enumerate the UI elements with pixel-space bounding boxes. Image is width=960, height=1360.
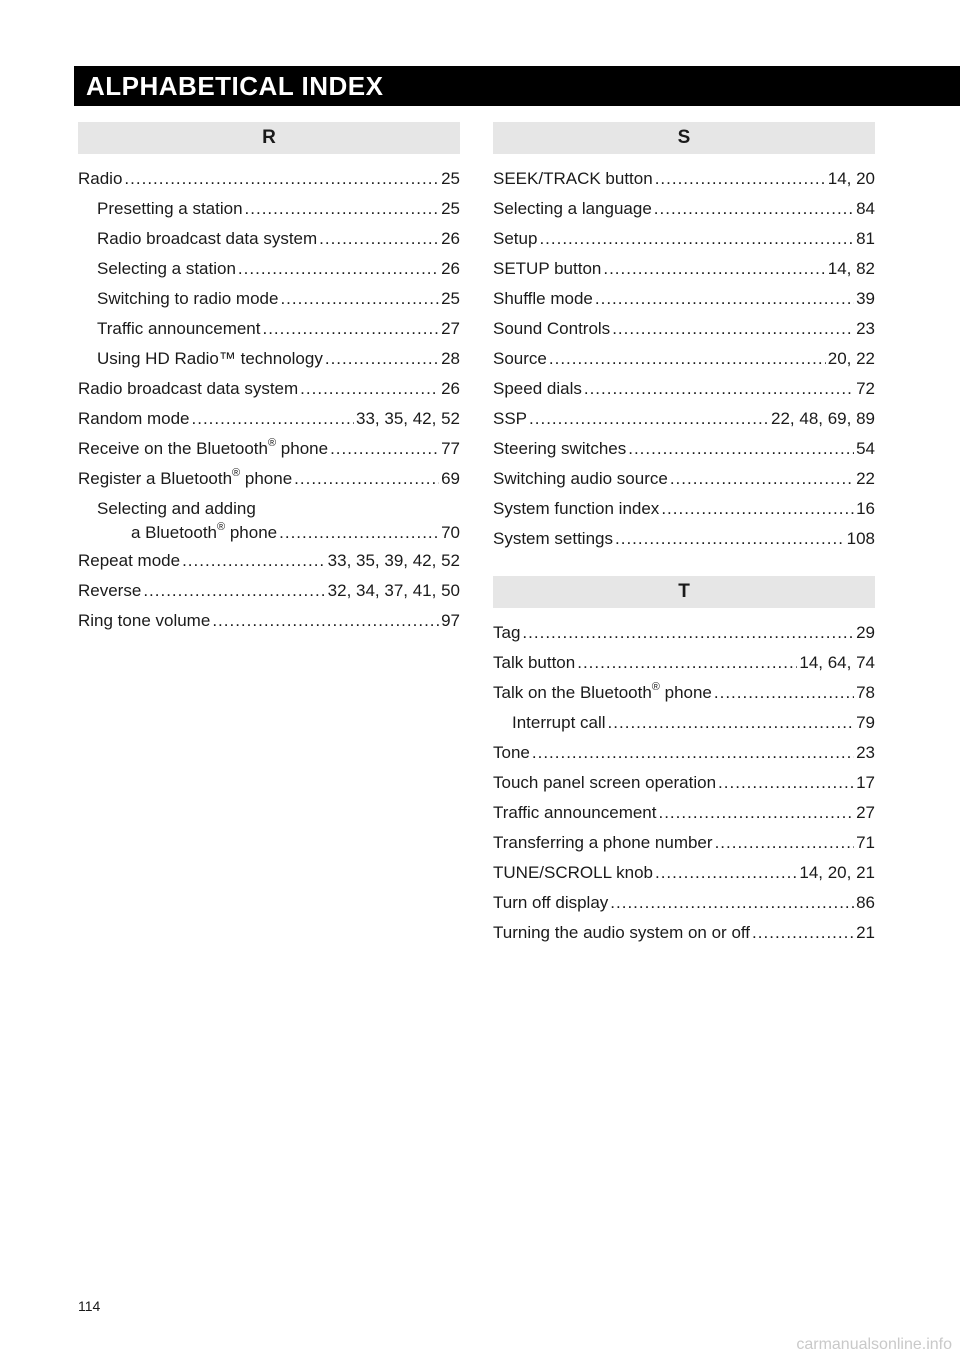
- index-entry: [493, 164, 875, 194]
- entry-pages: 70: [441, 523, 460, 542]
- entry-label: Setup: [493, 229, 538, 248]
- entry-pages: 84: [856, 199, 875, 218]
- page-number: 114: [78, 1298, 101, 1314]
- entry-label: Selecting a station: [97, 259, 236, 278]
- entry-pages: 72: [856, 379, 875, 398]
- entry-pages: 26: [441, 379, 460, 398]
- leader-dots: [212, 606, 439, 636]
- index-subentry: [493, 708, 875, 738]
- entry-pages: 25: [441, 169, 460, 188]
- entry-label: Switching audio source: [493, 469, 668, 488]
- index-subentry: [78, 344, 460, 374]
- entry-pages: 27: [856, 803, 875, 822]
- index-subentry: [78, 254, 460, 284]
- entry-label: Radio broadcast data system: [78, 379, 299, 398]
- index-subentry-continuation: [78, 520, 460, 546]
- index-entry: [493, 314, 875, 344]
- entry-label: Talk button: [493, 653, 576, 672]
- entry-label: Presetting a station: [97, 199, 243, 218]
- index-entry: [493, 918, 875, 948]
- index-subentry: [78, 314, 460, 344]
- index-entry: [78, 606, 460, 636]
- entry-pages: 14, 82: [827, 259, 875, 278]
- index-subentry: [78, 498, 460, 520]
- entry-pages: 86: [856, 893, 875, 912]
- leader-dots: [330, 434, 439, 464]
- index-subentry: [78, 284, 460, 314]
- index-entry: [493, 284, 875, 314]
- entry-label: System function index: [493, 499, 660, 518]
- entry-pages: 14, 64, 74: [799, 653, 875, 672]
- leader-dots: [718, 768, 854, 798]
- entry-pages: 39: [856, 289, 875, 308]
- leader-dots: [628, 434, 854, 464]
- entry-pages: 22, 48, 69, 89: [771, 409, 875, 428]
- entry-label: a Bluetooth® phone: [131, 521, 278, 542]
- entry-label: Selecting and adding: [97, 499, 256, 518]
- entry-pages: 14, 20, 21: [799, 863, 875, 882]
- entry-pages: 27: [441, 319, 460, 338]
- leader-dots: [182, 546, 326, 576]
- entry-label: Using HD Radio™ technology: [97, 349, 323, 368]
- index-entry: [493, 768, 875, 798]
- entry-pages: 26: [441, 229, 460, 248]
- leader-dots: [238, 254, 439, 284]
- leader-dots: [325, 344, 439, 374]
- index-subentry: [78, 194, 460, 224]
- entry-label: Turn off display: [493, 893, 609, 912]
- entry-label: Random mode: [78, 409, 190, 428]
- index-title: ALPHABETICAL INDEX: [74, 66, 960, 106]
- leader-dots: [655, 164, 826, 194]
- leader-dots: [279, 520, 439, 546]
- entry-label: Traffic announcement: [97, 319, 261, 338]
- index-entry: [493, 524, 875, 554]
- leader-dots: [658, 798, 854, 828]
- entry-label: SEEK/TRACK button: [493, 169, 653, 188]
- index-entry: [493, 374, 875, 404]
- leader-dots: [539, 224, 854, 254]
- entry-pages: 32, 34, 37, 41, 50: [327, 581, 460, 600]
- index-entry: [78, 464, 460, 494]
- index-entry: [493, 618, 875, 648]
- entry-label: SSP: [493, 409, 528, 428]
- leader-dots: [661, 494, 854, 524]
- entry-label: Interrupt call: [512, 713, 606, 732]
- entry-label: Sound Controls: [493, 319, 611, 338]
- index-subentry: [78, 224, 460, 254]
- entry-label: Ring tone volume: [78, 611, 211, 630]
- entry-pages: 16: [856, 499, 875, 518]
- index-entry: [493, 194, 875, 224]
- entry-pages: 71: [856, 833, 875, 852]
- index-entry: [78, 576, 460, 606]
- entry-label: SETUP button: [493, 259, 602, 278]
- watermark: carmanualsonline.info: [796, 1336, 952, 1353]
- leader-dots: [595, 284, 854, 314]
- entry-label: Transferring a phone number: [493, 833, 713, 852]
- entry-label: Radio: [78, 169, 123, 188]
- entry-label: Reverse: [78, 581, 142, 600]
- index-entry: [493, 738, 875, 768]
- leader-dots: [529, 404, 769, 434]
- leader-dots: [532, 738, 854, 768]
- entry-pages: 25: [441, 289, 460, 308]
- entry-pages: 97: [441, 611, 460, 630]
- index-entry: [493, 254, 875, 284]
- entry-pages: 21: [856, 923, 875, 942]
- leader-dots: [612, 314, 854, 344]
- entry-label: Talk on the Bluetooth® phone: [493, 681, 712, 702]
- section-gap: [493, 554, 875, 576]
- leader-dots: [262, 314, 439, 344]
- entry-label: Shuffle mode: [493, 289, 593, 308]
- entry-pages: 17: [856, 773, 875, 792]
- section-letter-s: S: [493, 122, 875, 154]
- leader-dots: [300, 374, 439, 404]
- index-entry: [493, 344, 875, 374]
- entry-label: System settings: [493, 529, 613, 548]
- entry-label: Selecting a language: [493, 199, 652, 218]
- index-entry: [493, 828, 875, 858]
- index-entry: [493, 678, 875, 708]
- entry-pages: 23: [856, 319, 875, 338]
- entry-pages: 20, 22: [827, 349, 875, 368]
- entry-label: Touch panel screen operation: [493, 773, 717, 792]
- entry-pages: 108: [846, 529, 875, 548]
- leader-dots: [654, 194, 854, 224]
- section-letter-r: R: [78, 122, 460, 154]
- leader-dots: [615, 524, 845, 554]
- leader-dots: [549, 344, 826, 374]
- entry-label: Tag: [493, 623, 521, 642]
- index-entry: [78, 164, 460, 194]
- entry-pages: 79: [856, 713, 875, 732]
- leader-dots: [714, 678, 854, 708]
- entry-label: Receive on the Bluetooth® phone: [78, 437, 329, 458]
- section-letter-t: T: [493, 576, 875, 608]
- entry-label: Steering switches: [493, 439, 627, 458]
- leader-dots: [715, 828, 855, 858]
- leader-dots: [319, 224, 439, 254]
- entry-label: Turning the audio system on or off: [493, 923, 751, 942]
- leader-dots: [577, 648, 797, 678]
- index-entry: [493, 464, 875, 494]
- entry-label: TUNE/SCROLL knob: [493, 863, 653, 882]
- index-entry: [493, 648, 875, 678]
- entry-label: Radio broadcast data system: [97, 229, 318, 248]
- index-column-left: [78, 122, 460, 636]
- leader-dots: [143, 576, 325, 606]
- index-entry: [493, 434, 875, 464]
- registered-mark: ®: [217, 521, 226, 534]
- entry-pages: 14, 20: [827, 169, 875, 188]
- registered-mark: ®: [232, 467, 241, 480]
- index-column-right: [493, 122, 875, 948]
- index-entry: [493, 404, 875, 434]
- registered-mark: ®: [267, 437, 277, 450]
- entry-label: Source: [493, 349, 547, 368]
- leader-dots: [752, 918, 854, 948]
- entry-pages: 33, 35, 42, 52: [356, 409, 460, 428]
- leader-dots: [245, 194, 440, 224]
- leader-dots: [280, 284, 439, 314]
- entry-pages: 33, 35, 39, 42, 52: [327, 551, 460, 570]
- index-entry: [493, 888, 875, 918]
- entry-label: Traffic announcement: [493, 803, 657, 822]
- index-entry: [493, 858, 875, 888]
- leader-dots: [522, 618, 854, 648]
- entry-pages: 26: [441, 259, 460, 278]
- leader-dots: [603, 254, 825, 284]
- entry-pages: 28: [441, 349, 460, 368]
- entry-label: Switching to radio mode: [97, 289, 279, 308]
- entry-pages: 23: [856, 743, 875, 762]
- leader-dots: [584, 374, 854, 404]
- index-entry: [78, 434, 460, 464]
- leader-dots: [294, 464, 439, 494]
- index-entry: [493, 224, 875, 254]
- index-entry: [493, 494, 875, 524]
- index-entry: [493, 798, 875, 828]
- leader-dots: [608, 708, 855, 738]
- index-entry: [78, 546, 460, 576]
- entry-pages: 78: [856, 683, 875, 702]
- entry-pages: 77: [441, 439, 460, 458]
- leader-dots: [192, 404, 355, 434]
- leader-dots: [670, 464, 854, 494]
- entry-label: Register a Bluetooth® phone: [78, 467, 293, 488]
- entry-pages: 25: [441, 199, 460, 218]
- entry-pages: 81: [856, 229, 875, 248]
- entry-label: Tone: [493, 743, 530, 762]
- entry-label: Speed dials: [493, 379, 582, 398]
- entry-pages: 22: [856, 469, 875, 488]
- entry-pages: 29: [856, 623, 875, 642]
- index-entry: [78, 374, 460, 404]
- leader-dots: [124, 164, 439, 194]
- leader-dots: [610, 888, 854, 918]
- leader-dots: [655, 858, 797, 888]
- entry-label: Repeat mode: [78, 551, 181, 570]
- index-entry: [78, 404, 460, 434]
- registered-mark: ®: [651, 681, 660, 694]
- entry-pages: 69: [441, 469, 460, 488]
- entry-pages: 54: [856, 439, 875, 458]
